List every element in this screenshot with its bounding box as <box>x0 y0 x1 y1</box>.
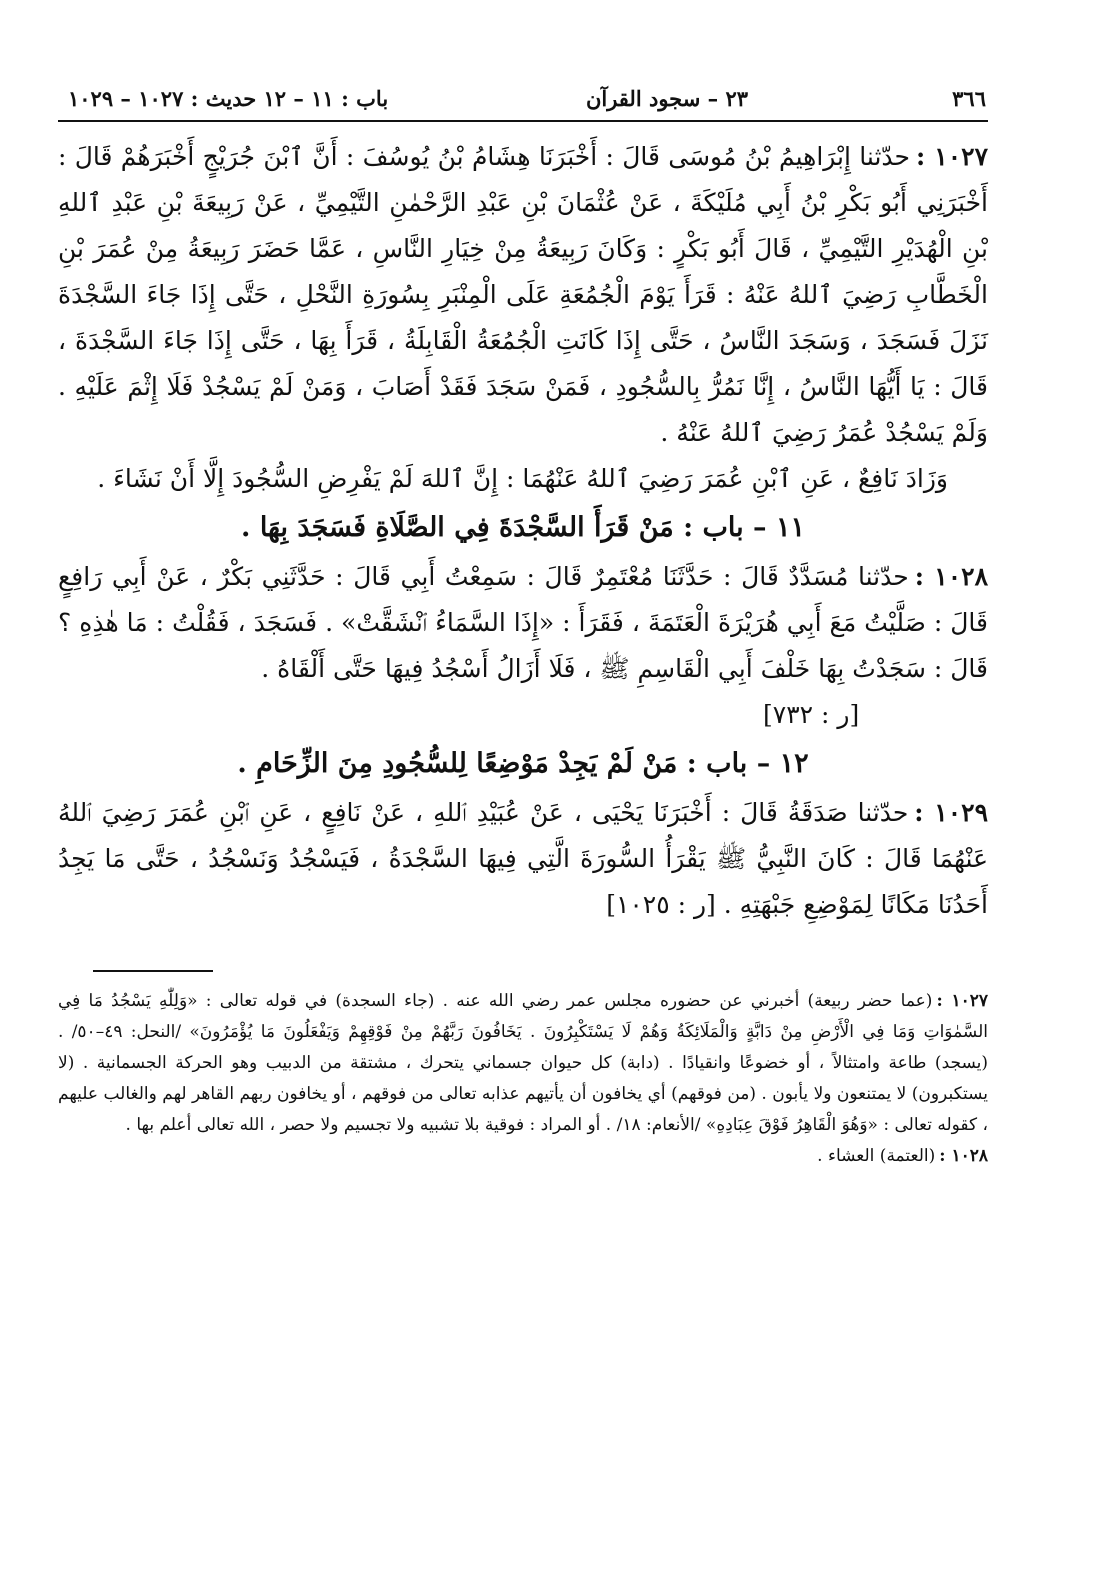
footnote-text: (عما حضر ربيعة) أخبرني عن حضوره مجلس عمر رضي الله عنه . (جاء السجدة) في قوله تعالى : «وَلِلّٰهِ يَسْجُدُ مَا فِي السَّمٰوَاتِ وَمَا فِي الْأَرْضِ مِنْ دَابَّةٍ وَالْمَلَائِكَةُ وَهُمْ لَا يَسْتَكْبِرُونَ . يَخَافُونَ رَبَّهُمْ مِنْ فَوْقِهِمْ وَيَفْعَلُونَ مَا يُؤْمَرُونَ» /النحل: ٤٩–٥٠/ . (يسجد) طاعة وامتثالاً ، أو خضوعًا وانقيادًا . (دابة) كل حيوان جسماني يتحرك ، مشتقة من الدبيب وهو الحركة الجسمانية . (لا يستكبرون) لا يمتنعون ولا يأبون . (من فوقهم) أي يخافون أن يأتيهم عذابه تعالى من فوقهم ، أو يخافون ربهم القاهر لهم والغالب عليهم ، كقوله تعالى : «وَهُوَ الْقَاهِرُ فَوْقَ عِبَادِهِ» /الأنعام: ١٨/ . أو المراد : فوقية بلا تشبيه ولا تجسيم ولا حصر ، الله تعالى أعلم بها . <box>58 991 988 1135</box>
footnote-1028 <box>58 1141 988 1172</box>
hadith-number: ١٠٢٩ : <box>914 798 988 827</box>
chapter-refs: باب : ١١ – ١٢ حديث : ١٠٢٧ – ١٠٢٩ <box>68 86 389 111</box>
footnote-text: (العتمة) العشاء . <box>817 1146 936 1166</box>
hadith-text: حدّثنا إِبْرَاهِيمُ بْنُ مُوسَى قَالَ : أَخْبَرَنَا هِشَامُ بْنُ يُوسُفَ : أَنَّ ٱبْنَ جُرَيْجٍ أَخْبَرَهُمْ قَالَ : أَخْبَرَنِي أَبُو بَكْرِ بْنُ أَبِي مُلَيْكَةَ ، عَنْ عُثْمَانَ بْنِ عَبْدِ الرَّحْمٰنِ التَّيْمِيِّ ، عَنْ رَبِيعَةَ بْنِ عَبْدِ ٱللهِ بْنِ الْهُدَيْرِ التَّيْمِيِّ ، قَالَ أَبُو بَكْرٍ : وَكَانَ رَبِيعَةُ مِنْ خِيَارِ النَّاسِ ، عَمَّا حَضَرَ رَبِيعَةُ مِنْ عُمَرَ بْنِ الْخَطَّابِ رَضِيَ ٱللهُ عَنْهُ : قَرَأَ يَوْمَ الْجُمُعَةِ عَلَى الْمِنْبَرِ بِسُورَةِ النَّحْلِ ، حَتَّى إِذَا جَاءَ السَّجْدَةَ نَزَلَ فَسَجَدَ ، وَسَجَدَ النَّاسُ ، حَتَّى إِذَا كَانَتِ الْجُمُعَةُ الْقَابِلَةُ ، قَرَأَ بِهَا ، حَتَّى إِذَا جَاءَ السَّجْدَةَ ، قَالَ : يَا أَيُّهَا النَّاسُ ، إِنَّا نَمُرُّ بِالسُّجُودِ ، فَمَنْ سَجَدَ فَقَدْ أَصَابَ ، وَمَنْ لَمْ يَسْجُدْ فَلَا إِثْمَ عَلَيْهِ . وَلَمْ يَسْجُدْ عُمَرُ رَضِيَ ٱللهُ عَنْهُ . <box>58 142 988 447</box>
chapter-title: ٢٣ – سجود القرآن <box>585 86 748 111</box>
page-number: ٣٦٦ <box>952 86 986 111</box>
hadith-text: حدّثنا مُسَدَّدٌ قَالَ : حَدَّثَنَا مُعْتَمِرٌ قَالَ : سَمِعْتُ أَبِي قَالَ : حَدَّثَنِي بَكْرٌ ، عَنْ أَبِي رَافِعٍ قَالَ : صَلَّيْتُ مَعَ أَبِي هُرَيْرَةَ الْعَتَمَةَ ، فَقَرَأَ : «إِذَا السَّمَاءُ ٱنْشَقَّتْ» . فَسَجَدَ ، فَقُلْتُ : مَا هٰذِهِ ؟ قَالَ : سَجَدْتُ بِهَا خَلْفَ أَبِي الْقَاسِمِ ﷺ ، فَلَا أَزَالُ أَسْجُدُ فِيهَا حَتَّى أَلْقَاهُ . <box>58 562 988 683</box>
footnote-1027 <box>58 986 988 1141</box>
hadith-text: حدّثنا صَدَقَةُ قَالَ : أَخْبَرَنَا يَحْيَى ، عَنْ عُبَيْدِ ٱللهِ ، عَنْ نَافِعٍ ، عَنِ ٱبْنِ عُمَرَ رَضِيَ ٱللهُ عَنْهُمَا قَالَ : كَانَ النَّبِيُّ ﷺ يَقْرَأُ السُّورَةَ الَّتِي فِيهَا السَّجْدَةُ ، فَيَسْجُدُ وَنَسْجُدُ ، حَتَّى مَا يَجِدُ أَحَدُنَا مَكَانًا لِمَوْضِعِ جَبْهَتِهِ . <box>58 798 988 919</box>
cross-reference: [ر : ٧٣٢] <box>763 700 860 729</box>
bab-12-heading: ١٢ – باب : مَنْ لَمْ يَجِدْ مَوْضِعًا لِلسُّجُودِ مِنَ الزِّحَامِ . <box>237 748 809 779</box>
hadith-1027-addition: وَزَادَ نَافِعٌ ، عَنِ ٱبْنِ عُمَرَ رَضِيَ ٱللهُ عَنْهُمَا : إِنَّ ٱللهَ لَمْ يَفْرِضِ السُّجُودَ إِلَّا أَنْ نَشَاءَ . <box>97 464 948 493</box>
footnotes <box>58 986 988 1172</box>
hadith-1029 <box>58 790 988 928</box>
bab-11-heading: ١١ – باب : مَنْ قَرَأَ السَّجْدَةَ فِي الصَّلَاةِ فَسَجَدَ بِهَا . <box>241 512 805 543</box>
footnote-number: ١٠٢٧ : <box>936 991 988 1011</box>
page-header <box>58 80 988 122</box>
hadith-1028 <box>58 554 988 692</box>
cross-reference: [ر : ١٠٢٥] <box>606 890 716 919</box>
hadith-number: ١٠٢٨ : <box>914 562 989 591</box>
footnote-number: ١٠٢٨ : <box>939 1146 988 1166</box>
hadith-1028-ref-line <box>58 692 988 738</box>
book-page <box>58 80 988 1560</box>
hadith-number: ١٠٢٧ : <box>915 142 989 171</box>
hadith-1027 <box>58 134 988 456</box>
main-text <box>58 134 988 928</box>
footnote-separator <box>93 970 213 972</box>
